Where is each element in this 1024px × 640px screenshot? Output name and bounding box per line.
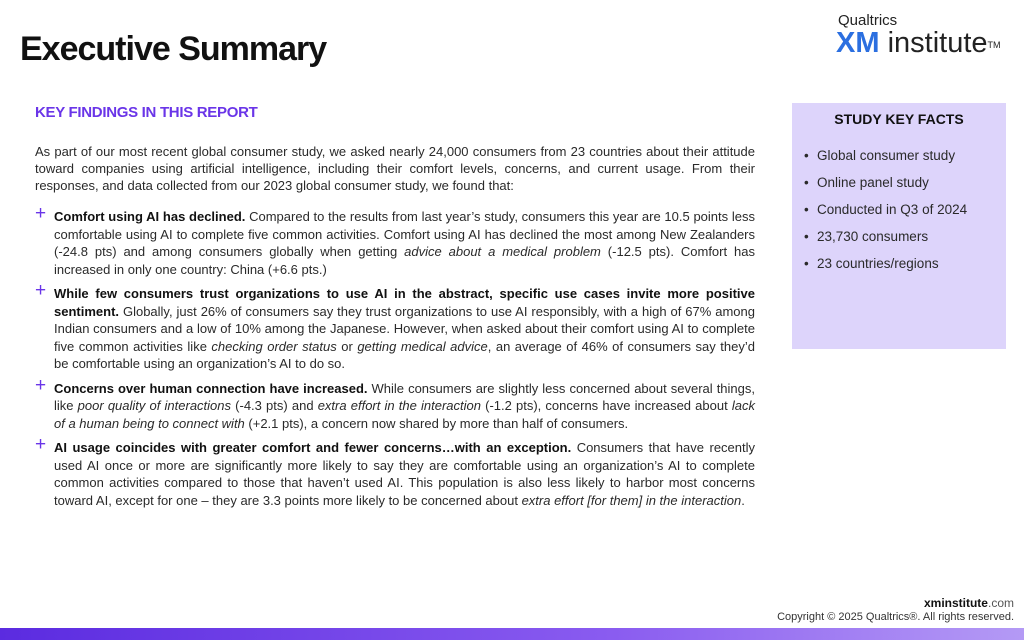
logo-institute: institute [887,27,988,59]
logo-trademark: TM [987,40,1001,50]
key-findings-section [35,104,755,516]
logo-wordmark [836,29,1006,57]
fact-item [804,228,1006,246]
bullet-icon: • [804,229,809,244]
footer-copyright: Copyright © 2025 Qualtrics®. All rights reserved. [777,611,1014,623]
finding-item [35,203,755,278]
finding-text: Consumers that have recently used AI once or more are significantly more likely to say they are comfortable using an organization’s AI to complete common activities compared to those that haven’t used AI. This population is also less likely to harbor most concerns toward AI, except for one – they are 3.3 points more likely to be concerned about [54,440,756,508]
finding-emphasis: extra effort [for them] in the interaction [521,492,742,508]
finding-headline: Comfort using AI has declined. [54,209,246,224]
finding-headline: AI usage coincides with greater comfort and fewer concerns…with an exception. [54,440,572,455]
findings-list [35,203,756,509]
footer-site-suffix: .com [987,596,1014,610]
finding-text: (-4.3 pts) and [231,398,318,413]
fact-item [804,174,1006,192]
finding-text: . [741,492,745,508]
finding-text: , an average of 46% of consumers say they’d be comfortable using an organization’s AI to do so. [54,338,755,371]
fact-item [804,201,1006,219]
footer-website-link[interactable] [777,596,1014,610]
logo-xm: XM [836,27,880,59]
qualtrics-xm-institute-logo [836,12,1006,57]
finding-text: Compared to the results from last year’s study, consumers this year are 10.5 points less comfortable using AI to complete five common activities. Comfort using AI has declined the most among New Zealanders (-24.8 pts) and among consumers globally when getting [54,209,755,259]
intro-paragraph: As part of our most recent global consumer study, we asked nearly 24,000 consumers from 23 countries about their attitude toward companies using artificial intelligence, including their comfort levels, concerns, and current usage. From their responses, and data collected from our 2023 global consumer study, we found that: [35,144,755,193]
page-title: Executive Summary [20,30,327,68]
finding-text: (-1.2 pts), concerns have increased about [480,398,732,413]
finding-emphasis: lack of a human being to connect with [54,398,755,431]
fact-item [804,255,1006,273]
finding-headline: Concerns over human connection have increased. [54,380,368,396]
footer-site-name: xminstitute [923,596,988,610]
bullet-icon: • [804,148,809,163]
finding-text: (-12.5 pts). Comfort has increased in only one country: China (+6.6 pts.) [54,244,755,277]
footer [777,596,1014,624]
bullet-icon: • [804,175,809,190]
finding-emphasis: extra effort in the interaction [317,398,481,413]
finding-emphasis: checking order status [211,338,337,354]
fact-text: 23 countries/regions [817,256,939,271]
plus-icon: + [35,203,47,224]
finding-headline: While few consumers trust organizations to use AI in the abstract, specific use cases invite more positive sentiment. [54,286,755,319]
plus-icon: + [35,434,47,455]
finding-text: or [336,338,358,354]
plus-icon: + [35,374,47,396]
bullet-icon: • [804,256,809,271]
fact-text: Global consumer study [817,148,956,163]
fact-text: Online panel study [817,175,929,190]
plus-icon: + [35,280,47,301]
bullet-icon: • [804,202,809,217]
finding-emphasis: getting medical advice [357,338,488,354]
fact-item [804,147,1006,165]
facts-list [792,147,1006,273]
facts-title: STUDY KEY FACTS [834,111,964,127]
finding-text: (+2.1 pts), a concern now shared by more than half of consumers. [244,415,629,431]
finding-emphasis: poor quality of interactions [77,398,232,413]
finding-item [35,374,756,433]
study-key-facts-panel [792,103,1006,349]
finding-item [35,280,755,373]
fact-text: Conducted in Q3 of 2024 [817,202,968,217]
finding-text: While consumers are slightly less concerned about several things, like [54,380,756,413]
finding-text: Globally, just 26% of consumers say they trust organizations to use AI responsibly, with a high of 67% among Indian consumers and a low of 10% among the Japanese. However, when asked about their comfort using AI to complete five common activities like [54,303,755,354]
logo-brand: Qualtrics [838,12,898,29]
finding-emphasis: advice about a medical problem [404,244,601,259]
section-heading: KEY FINDINGS IN THIS REPORT [35,104,258,121]
fact-text: 23,730 consumers [817,229,929,244]
finding-item [35,434,756,509]
bottom-gradient-bar [0,628,1024,640]
